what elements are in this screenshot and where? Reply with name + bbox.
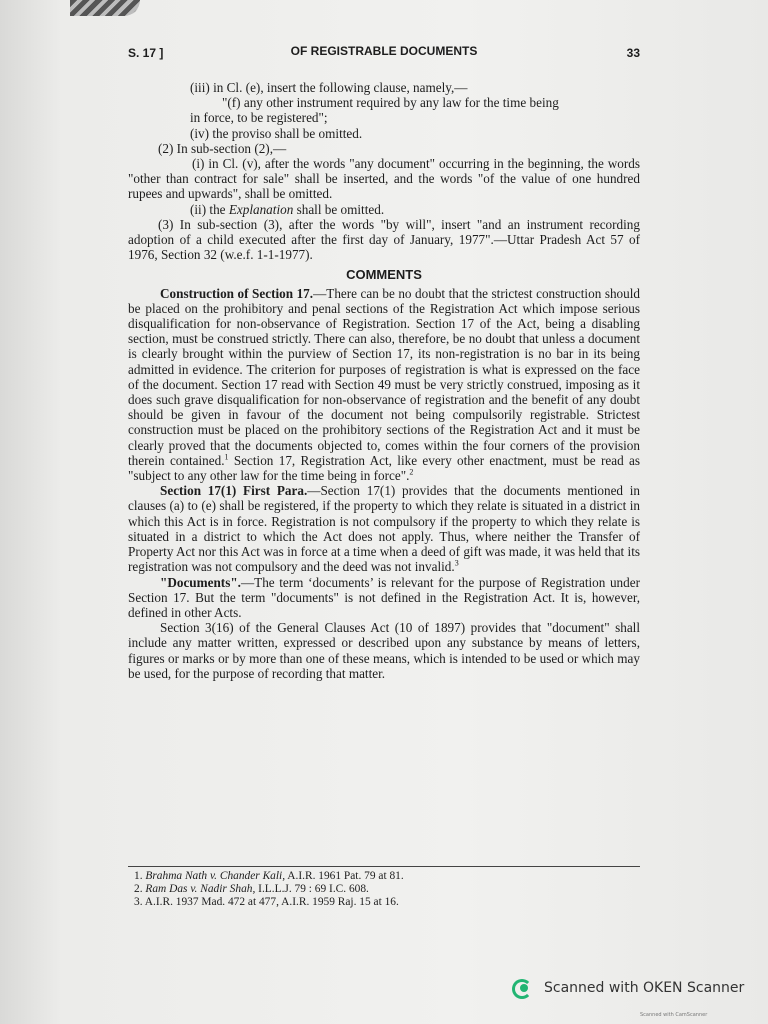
clause-iv: (iv) the proviso shall be omitted.: [190, 125, 363, 141]
section-ref: S. 17 ]: [128, 46, 164, 60]
paragraph-general-clauses: Section 3(16) of the General Clauses Act (10 of 1897) provides that "document" shall include any matter written, expressed or described upon any substance by means of letters, figures or marks or by more than one of these means, which is intended to be used or which may be used, for the purpose of recording that matter.: [128, 620, 640, 681]
clause-ii: [128, 202, 640, 217]
clause-f-quote-cont: in force, to be registered";: [190, 110, 328, 126]
clause-i: (i) in Cl. (v), after the words "any document" occurring in the beginning, the words "other than contract for sale" shall be inserted, and the words "of the value of one hundred rupees and upwards", shall be omitted.: [128, 156, 640, 202]
page-title: OF REGISTRABLE DOCUMENTS: [290, 44, 478, 58]
footnote-3-cite: A.I.R. 1937 Mad. 472 at 477, A.I.R. 1959 Raj. 15 at 16.: [144, 896, 399, 908]
footnote-ref-2: 2: [409, 467, 414, 477]
footnote-1: [128, 870, 640, 883]
document-body: [128, 80, 640, 681]
footnote-3: [128, 896, 640, 909]
clause-ii-pre: (ii) the: [190, 201, 229, 217]
scanner-watermark: [512, 976, 762, 1000]
footnote-1-number: 1.: [134, 870, 143, 882]
subsection-2: (2) In sub-section (2),—: [158, 140, 287, 156]
subsection-3: (3) In sub-section (3), after the words "by will", insert "and an instrument recording adoption of a child executed after the first day of January, 1977".—Uttar Pradesh Act 57 of 1976, Section 32 (w.e.f. 1-1-1977).: [128, 216, 640, 263]
paragraph-documents-text: —The term ‘documents’ is relevant for the purpose of Registration under Section 17. But the term "documents" is not defined in the Registration Act. It is, however, defined in other Acts.: [128, 574, 640, 620]
footnote-ref-3: 3: [454, 558, 459, 568]
clause-ii-emphasis: Explanation: [228, 201, 294, 217]
footnote-2-case: Ram Das v. Nadir Shah,: [145, 883, 256, 895]
paragraph-first-para-heading: Section 17(1) First Para.: [160, 483, 308, 499]
paragraph-first-para-text: —Section 17(1) provides that the documents mentioned in clauses (a) to (e) shall be registered, if the property to which they relate is situated in a district in which this Act is in force. Registration is not compulsory if the property to which they relate is situated in a district to which the Act does not apply. Thus, where neither the Transfer of Property Act nor this Act was in force at a time when a deed of gift was made, it was held that its registration was not compulsory and the deed was not invalid.: [128, 483, 641, 575]
page-number: 33: [626, 46, 640, 60]
footnote-1-cite: A.I.R. 1961 Pat. 79 at 81.: [285, 870, 404, 882]
paragraph-construction-heading: Construction of Section 17.: [160, 285, 314, 301]
clause-iii: (iii) in Cl. (e), insert the following clause, namely,—: [190, 80, 468, 95]
footnote-2-cite: I.L.L.J. 79 : 69 I.C. 608.: [255, 883, 369, 895]
footnote-ref-1: 1: [224, 452, 229, 462]
paragraph-documents: [128, 575, 640, 621]
clause-f-line1: "(f) any other instrument required by any law for the time being: [222, 95, 559, 111]
footnote-2-number: 2.: [134, 883, 143, 895]
footnote-1-case: Brahma Nath v. Chander Kali,: [145, 870, 286, 882]
paragraph-documents-heading: "Documents".: [160, 574, 241, 590]
scanner-label: Scanned with OKEN Scanner: [544, 980, 745, 996]
footnote-2: [128, 883, 640, 896]
comments-heading: COMMENTS: [346, 267, 422, 283]
paragraph-construction-text: —There can be no doubt that the strictest construction should be placed on the prohibitory and penal sections of the Registration Act which impose serious disqualification for non-observance of Registration. Section 17 of the Act, being a disabling section, must be construed strictly. There can also, therefore, be no doubt that unless a document is clearly brought within the purview of Section 17, its non-registration is no bar in its being admitted in evidence. The criterion for purposes of registration is what is expressed on the face of the document. Section 17 read with Section 49 must be very strictly construed, imposing as it does such grave disqualification for non-observance of registration and the benefit of any doubt should be given in favour of the document not being compulsorily registrable. Strictest construction must be placed on the prohibitory sections of the Registration Act and it must be clearly proved that the documents objected to, comes within the four corners of the provision therein contained.: [128, 285, 640, 468]
footnotes: [128, 866, 640, 909]
footnote-3-number: 3.: [134, 896, 143, 908]
paragraph-construction-text2: Section 17, Registration Act, like every other enactment, must be read as "subject to any other law for the time being in force".: [128, 452, 640, 484]
camscanner-mark: Scanned with CamScanner: [640, 1012, 708, 1018]
clause-f-quote: [128, 95, 640, 110]
oken-scanner-logo-icon: [512, 979, 534, 997]
paragraph-first-para: [128, 483, 640, 574]
page-header: [128, 44, 640, 64]
paragraph-construction: [128, 286, 640, 484]
clause-ii-post: shall be omitted.: [293, 201, 385, 217]
